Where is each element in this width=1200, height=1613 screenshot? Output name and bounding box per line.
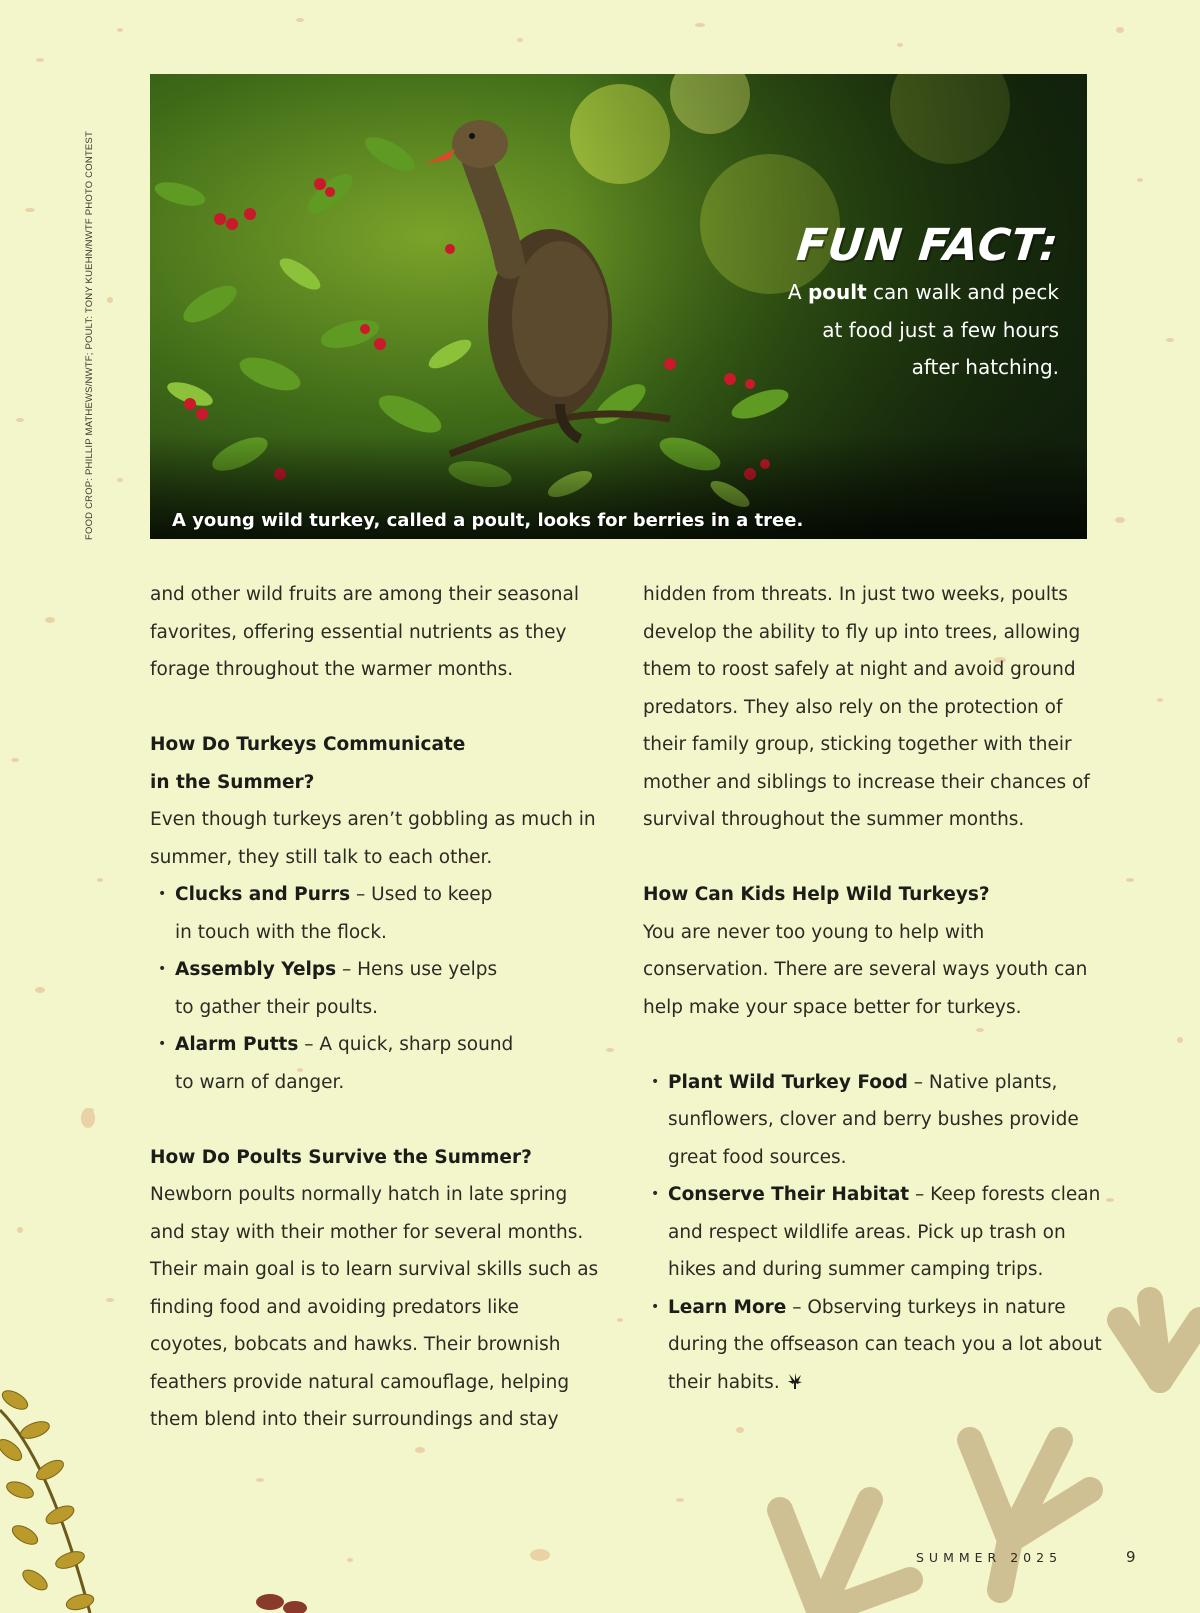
list-item-text: – Keep forests clean and respect wildlife areas. Pick up trash on hikes and during summer camping trips. bbox=[668, 1184, 1101, 1280]
list-item bbox=[643, 1064, 1103, 1177]
heading-line-2: in the Summer? bbox=[150, 771, 315, 793]
list-item-text: – Used to keep bbox=[350, 884, 493, 905]
kids-help-paragraph: You are never too young to help with conservation. There are several ways youth can help make your space better for turkeys. bbox=[643, 921, 1088, 1018]
list-item-term: Assembly Yelps bbox=[175, 959, 337, 980]
list-item-term: Clucks and Purrs bbox=[175, 884, 351, 905]
fun-fact-text-start: A bbox=[787, 280, 808, 304]
bullet-icon: • bbox=[651, 1073, 660, 1090]
bullet-icon: • bbox=[651, 1186, 660, 1202]
call-list bbox=[150, 876, 600, 1101]
help-list bbox=[643, 1064, 1103, 1402]
photo-credit: FOOD CROP: PHILLIP MATHEWS/NWTF; POULT: TONY KUEHN/NWTF PHOTO CONTEST bbox=[84, 131, 95, 540]
fun-fact-title: FUN FACT: bbox=[794, 220, 1062, 271]
continuation-paragraph: hidden from threats. In just two weeks, poults develop the ability to fly up into trees, allowing them to roost safely at night and avoid ground predators. They also rely on the protection of their family group, sticking together with their mother and siblings to increase their chances of survival throughout the summer months. bbox=[643, 584, 1090, 830]
list-item-text: – Observing turkeys in nature during the offseason can teach you a lot about their habits. bbox=[668, 1296, 1102, 1393]
survive-paragraph: Newborn poults normally hatch in late spring and stay with their mother for several months. Their main goal is to learn survival skills such as finding food and avoiding predators like coyotes, bobcats and hawks. Their brownish feathers provide natural camouflage, helping them blend into their surroundings and stay bbox=[150, 1184, 599, 1430]
fun-fact-text bbox=[769, 274, 1059, 387]
list-item-term: Alarm Putts bbox=[175, 1034, 299, 1055]
bullet-icon: • bbox=[158, 961, 167, 977]
list-item-term: Learn More bbox=[668, 1296, 787, 1318]
right-column bbox=[643, 576, 1103, 1401]
left-column bbox=[150, 576, 600, 1439]
list-item-text-cont: to warn of danger. bbox=[175, 1071, 345, 1093]
list-item bbox=[643, 1176, 1103, 1289]
list-item-text: – Native plants, sunflowers, clover and berry bushes provide great food sources. bbox=[668, 1071, 1079, 1168]
list-item-term: Conserve Their Habitat bbox=[668, 1184, 910, 1205]
section-heading-survive: How Do Poults Survive the Summer? bbox=[150, 1146, 532, 1168]
list-item-text: – Hens use yelps bbox=[336, 959, 498, 980]
list-item-term: Plant Wild Turkey Food bbox=[668, 1071, 908, 1093]
list-item bbox=[150, 876, 600, 951]
list-item bbox=[643, 1289, 1103, 1402]
intro-paragraph: and other wild fruits are among their seasonal favorites, offering essential nutrients as they forage throughout the warmer months. bbox=[150, 584, 579, 680]
bullet-icon: • bbox=[158, 886, 167, 902]
section-heading-kids-help: How Can Kids Help Wild Turkeys? bbox=[643, 884, 990, 905]
section-heading-communicate bbox=[150, 726, 600, 801]
fun-fact-keyword: poult bbox=[807, 280, 867, 304]
page-number: 9 bbox=[1126, 1548, 1136, 1566]
photo-caption: A young wild turkey, called a poult, looks for berries in a tree. bbox=[172, 510, 804, 531]
list-item-text: – A quick, sharp sound bbox=[298, 1034, 514, 1055]
heading-line-1: How Do Turkeys Communicate bbox=[150, 734, 466, 755]
fun-fact-text-end: can walk and peck at food just a few hours after hatching. bbox=[822, 280, 1059, 379]
bullet-icon: • bbox=[651, 1298, 660, 1315]
list-item bbox=[150, 951, 600, 1026]
list-item bbox=[150, 1026, 600, 1101]
hero-photo bbox=[150, 74, 1087, 539]
issue-label: SUMMER 2025 bbox=[916, 1550, 1063, 1565]
communicate-paragraph: Even though turkeys aren’t gobbling as much in summer, they still talk to each other. bbox=[150, 809, 596, 868]
list-item-text-cont: in touch with the flock. bbox=[175, 921, 387, 943]
list-item-text-cont: to gather their poults. bbox=[175, 996, 379, 1018]
turkey-end-mark-icon bbox=[786, 1372, 804, 1390]
bullet-icon: • bbox=[158, 1036, 167, 1052]
